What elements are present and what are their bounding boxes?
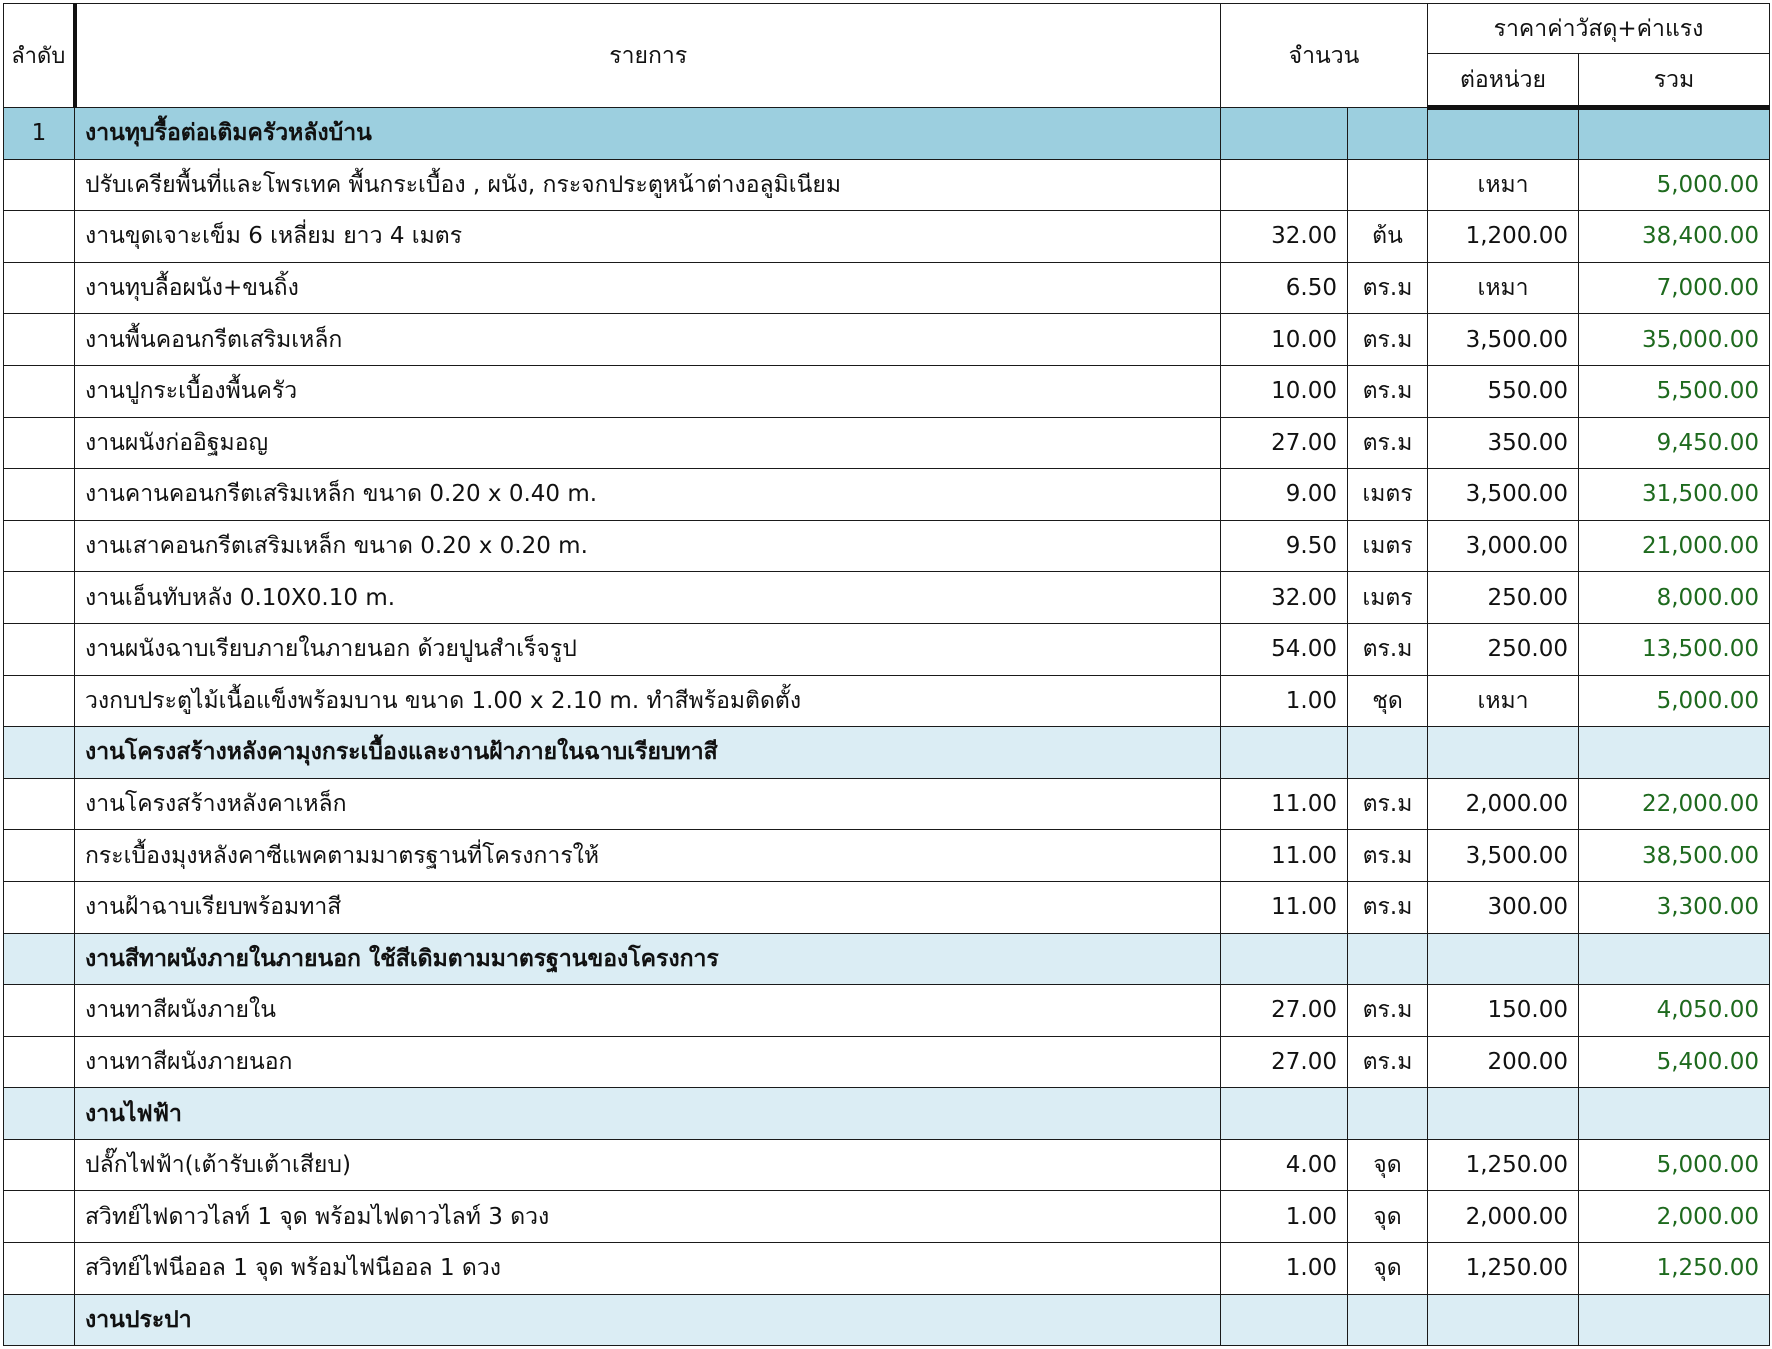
row-no	[4, 1036, 75, 1088]
row-unit: ตร.ม	[1348, 314, 1428, 366]
table-row	[4, 159, 1770, 211]
row-no: 1	[4, 108, 75, 160]
row-unit: จุด	[1348, 1139, 1428, 1191]
row-quantity: 11.00	[1221, 830, 1348, 882]
table-row	[4, 881, 1770, 933]
row-no	[4, 1191, 75, 1243]
row-no	[4, 675, 75, 727]
row-quantity	[1221, 1088, 1348, 1140]
table-row	[4, 985, 1770, 1037]
header-unit-price: ต่อหน่วย	[1428, 54, 1579, 108]
row-total: 5,000.00	[1579, 159, 1770, 211]
row-description: งานพื้นคอนกรีตเสริมเหล็ก	[75, 314, 1221, 366]
row-total: 5,000.00	[1579, 1139, 1770, 1191]
row-unit: ต้น	[1348, 211, 1428, 263]
row-description: งานทุบลื้อผนัง+ขนถิ้ง	[75, 262, 1221, 314]
row-description: งานขุดเจาะเข็ม 6 เหลี่ยม ยาว 4 เมตร	[75, 211, 1221, 263]
row-total: 35,000.00	[1579, 314, 1770, 366]
row-unit-price: 350.00	[1428, 417, 1579, 469]
section-row	[4, 933, 1770, 985]
row-unit-price: 250.00	[1428, 572, 1579, 624]
header-row	[4, 4, 1770, 54]
row-quantity	[1221, 108, 1348, 160]
row-no	[4, 1294, 75, 1346]
row-unit: ตร.ม	[1348, 778, 1428, 830]
row-unit: ตร.ม	[1348, 1036, 1428, 1088]
row-description: งานไฟฟ้า	[75, 1088, 1221, 1140]
row-quantity: 54.00	[1221, 623, 1348, 675]
section-row	[4, 108, 1770, 160]
row-total: 9,450.00	[1579, 417, 1770, 469]
row-unit-price: 150.00	[1428, 985, 1579, 1037]
row-unit-price: 3,500.00	[1428, 830, 1579, 882]
table-row	[4, 520, 1770, 572]
row-description: งานผนังก่ออิฐมอญ	[75, 417, 1221, 469]
table-row	[4, 365, 1770, 417]
row-description: ปลั๊กไฟฟ้า(เต้ารับเต้าเสียบ)	[75, 1139, 1221, 1191]
header-item: รายการ	[75, 4, 1221, 108]
row-description: ปรับเครียพื้นที่และโพรเทค พื้นกระเบื้อง , ผนัง, กระจกประตูหน้าต่างอลูมิเนียม	[75, 159, 1221, 211]
table-row	[4, 1139, 1770, 1191]
section-row	[4, 727, 1770, 779]
row-unit	[1348, 1088, 1428, 1140]
table-row	[4, 572, 1770, 624]
row-quantity: 9.50	[1221, 520, 1348, 572]
row-total: 5,500.00	[1579, 365, 1770, 417]
row-unit: ตร.ม	[1348, 417, 1428, 469]
row-quantity: 27.00	[1221, 985, 1348, 1037]
row-total	[1579, 933, 1770, 985]
table-row	[4, 1191, 1770, 1243]
row-unit-price: เหมา	[1428, 262, 1579, 314]
row-unit	[1348, 727, 1428, 779]
row-total	[1579, 1088, 1770, 1140]
row-total: 7,000.00	[1579, 262, 1770, 314]
row-unit-price: 300.00	[1428, 881, 1579, 933]
table-row	[4, 675, 1770, 727]
row-unit-price: เหมา	[1428, 159, 1579, 211]
row-quantity: 27.00	[1221, 417, 1348, 469]
row-unit-price	[1428, 108, 1579, 160]
row-quantity: 1.00	[1221, 1243, 1348, 1295]
table-row	[4, 623, 1770, 675]
row-no	[4, 365, 75, 417]
table-row	[4, 1036, 1770, 1088]
quotation-table	[3, 3, 1770, 1346]
row-total: 1,250.00	[1579, 1243, 1770, 1295]
row-no	[4, 1243, 75, 1295]
row-no	[4, 262, 75, 314]
row-unit-price: 3,500.00	[1428, 469, 1579, 521]
row-unit-price: 3,000.00	[1428, 520, 1579, 572]
row-no	[4, 159, 75, 211]
row-no	[4, 1139, 75, 1191]
row-unit-price: 250.00	[1428, 623, 1579, 675]
header-no: ลำดับ	[4, 4, 75, 108]
table-row	[4, 778, 1770, 830]
row-description: งานฝ้าฉาบเรียบพร้อมทาสี	[75, 881, 1221, 933]
row-total: 13,500.00	[1579, 623, 1770, 675]
row-description: งานเอ็นทับหลัง 0.10X0.10 m.	[75, 572, 1221, 624]
row-description: วงกบประตูไม้เนื้อแข็งพร้อมบาน ขนาด 1.00 x 2.10 m. ทำสีพร้อมติดตั้ง	[75, 675, 1221, 727]
row-unit-price: 2,000.00	[1428, 778, 1579, 830]
row-total: 8,000.00	[1579, 572, 1770, 624]
row-no	[4, 623, 75, 675]
row-unit-price: 200.00	[1428, 1036, 1579, 1088]
row-no	[4, 933, 75, 985]
row-quantity: 32.00	[1221, 572, 1348, 624]
row-no	[4, 417, 75, 469]
row-quantity: 4.00	[1221, 1139, 1348, 1191]
row-unit	[1348, 159, 1428, 211]
row-unit	[1348, 933, 1428, 985]
row-total: 5,400.00	[1579, 1036, 1770, 1088]
row-quantity	[1221, 727, 1348, 779]
row-unit: จุด	[1348, 1191, 1428, 1243]
row-unit-price	[1428, 933, 1579, 985]
row-unit: ตร.ม	[1348, 881, 1428, 933]
row-quantity: 10.00	[1221, 314, 1348, 366]
row-total	[1579, 727, 1770, 779]
row-unit: ชุด	[1348, 675, 1428, 727]
row-total: 38,500.00	[1579, 830, 1770, 882]
row-description: งานประปา	[75, 1294, 1221, 1346]
row-description: งานทุบรื้อต่อเติมครัวหลังบ้าน	[75, 108, 1221, 160]
row-no	[4, 520, 75, 572]
row-description: งานโครงสร้างหลังคาเหล็ก	[75, 778, 1221, 830]
row-no	[4, 830, 75, 882]
header-qty: จำนวน	[1221, 4, 1428, 108]
row-no	[4, 314, 75, 366]
row-quantity: 27.00	[1221, 1036, 1348, 1088]
table-row	[4, 262, 1770, 314]
row-unit: จุด	[1348, 1243, 1428, 1295]
row-no	[4, 727, 75, 779]
row-unit: เมตร	[1348, 520, 1428, 572]
row-quantity: 11.00	[1221, 778, 1348, 830]
row-total	[1579, 1294, 1770, 1346]
row-total: 38,400.00	[1579, 211, 1770, 263]
header-total: รวม	[1579, 54, 1770, 108]
row-unit-price: 2,000.00	[1428, 1191, 1579, 1243]
row-quantity	[1221, 159, 1348, 211]
row-description: งานทาสีผนังภายใน	[75, 985, 1221, 1037]
row-unit-price: 1,250.00	[1428, 1243, 1579, 1295]
row-unit: ตร.ม	[1348, 830, 1428, 882]
table-row	[4, 314, 1770, 366]
row-total: 31,500.00	[1579, 469, 1770, 521]
row-no	[4, 469, 75, 521]
row-unit-price	[1428, 1294, 1579, 1346]
row-unit: ตร.ม	[1348, 623, 1428, 675]
section-row	[4, 1294, 1770, 1346]
row-quantity: 6.50	[1221, 262, 1348, 314]
row-quantity: 1.00	[1221, 675, 1348, 727]
row-no	[4, 1088, 75, 1140]
row-unit: ตร.ม	[1348, 262, 1428, 314]
row-unit-price: 1,250.00	[1428, 1139, 1579, 1191]
row-quantity	[1221, 1294, 1348, 1346]
row-unit: เมตร	[1348, 469, 1428, 521]
row-description: สวิทย์ไฟนีออล 1 จุด พร้อมไฟนีออล 1 ดวง	[75, 1243, 1221, 1295]
row-quantity: 10.00	[1221, 365, 1348, 417]
table-row	[4, 1243, 1770, 1295]
row-total: 5,000.00	[1579, 675, 1770, 727]
table-row	[4, 211, 1770, 263]
table-body	[4, 108, 1770, 1346]
row-total: 3,300.00	[1579, 881, 1770, 933]
row-no	[4, 881, 75, 933]
row-quantity	[1221, 933, 1348, 985]
row-unit-price: 3,500.00	[1428, 314, 1579, 366]
row-quantity: 32.00	[1221, 211, 1348, 263]
row-unit: ตร.ม	[1348, 365, 1428, 417]
row-unit-price: 1,200.00	[1428, 211, 1579, 263]
row-unit-price	[1428, 727, 1579, 779]
row-unit: เมตร	[1348, 572, 1428, 624]
row-no	[4, 211, 75, 263]
table-row	[4, 469, 1770, 521]
row-description: งานคานคอนกรีตเสริมเหล็ก ขนาด 0.20 x 0.40 m.	[75, 469, 1221, 521]
row-quantity: 1.00	[1221, 1191, 1348, 1243]
row-total: 21,000.00	[1579, 520, 1770, 572]
row-unit	[1348, 108, 1428, 160]
section-row	[4, 1088, 1770, 1140]
row-quantity: 11.00	[1221, 881, 1348, 933]
row-description: สวิทย์ไฟดาวไลท์ 1 จุด พร้อมไฟดาวไลท์ 3 ดวง	[75, 1191, 1221, 1243]
row-total: 22,000.00	[1579, 778, 1770, 830]
row-no	[4, 572, 75, 624]
row-quantity: 9.00	[1221, 469, 1348, 521]
row-description: งานปูกระเบื้องพื้นครัว	[75, 365, 1221, 417]
header-price-group: ราคาค่าวัสดุ+ค่าแรง	[1428, 4, 1770, 54]
row-description: งานสีทาผนังภายในภายนอก ใช้สีเดิมตามมาตรฐานของโครงการ	[75, 933, 1221, 985]
row-unit-price	[1428, 1088, 1579, 1140]
row-description: งานผนังฉาบเรียบภายในภายนอก ด้วยปูนสำเร็จรูป	[75, 623, 1221, 675]
row-unit: ตร.ม	[1348, 985, 1428, 1037]
row-total	[1579, 108, 1770, 160]
row-description: งานทาสีผนังภายนอก	[75, 1036, 1221, 1088]
row-total: 2,000.00	[1579, 1191, 1770, 1243]
row-unit-price: 550.00	[1428, 365, 1579, 417]
table-row	[4, 830, 1770, 882]
row-description: กระเบื้องมุงหลังคาซีแพคตามมาตรฐานที่โครงการให้	[75, 830, 1221, 882]
row-no	[4, 985, 75, 1037]
row-description: งานเสาคอนกรีตเสริมเหล็ก ขนาด 0.20 x 0.20 m.	[75, 520, 1221, 572]
row-total: 4,050.00	[1579, 985, 1770, 1037]
row-unit-price: เหมา	[1428, 675, 1579, 727]
row-no	[4, 778, 75, 830]
table-row	[4, 417, 1770, 469]
row-unit	[1348, 1294, 1428, 1346]
row-description: งานโครงสร้างหลังคามุงกระเบื้องและงานฝ้าภายในฉาบเรียบทาสี	[75, 727, 1221, 779]
